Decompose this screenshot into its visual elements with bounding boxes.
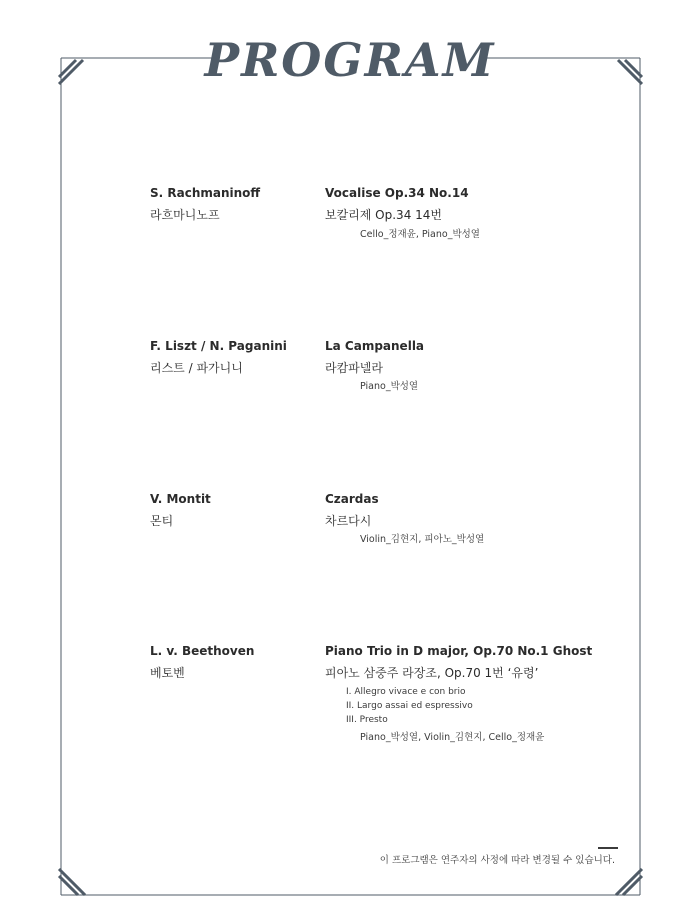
composer-name-en: V. Montit bbox=[150, 492, 211, 506]
corner-ornament-bottom-right bbox=[616, 869, 642, 895]
piece-title-en: Vocalise Op.34 No.14 bbox=[325, 186, 469, 200]
piece-title-ko: 라캄파넬라 bbox=[325, 361, 383, 375]
page-title: PROGRAM bbox=[204, 33, 496, 87]
composer-name-en: S. Rachmaninoff bbox=[150, 186, 261, 200]
piece-title-ko: 차르다시 bbox=[325, 514, 372, 528]
composer-name-ko: 베토벤 bbox=[150, 666, 185, 680]
piece-title-en: La Campanella bbox=[325, 339, 425, 353]
composer-name-ko: 리스트 / 파가니니 bbox=[150, 361, 243, 375]
footer-note: 이 프로그램은 연주자의 사정에 따라 변경될 수 있습니다. bbox=[379, 855, 615, 866]
composer-name-en: F. Liszt / N. Paganini bbox=[150, 339, 287, 353]
piece-title-ko: 보칼리제 Op.34 14번 bbox=[325, 208, 443, 222]
piece-title-ko: 피아노 삼중주 라장조, Op.70 1번 ‘유령’ bbox=[325, 666, 539, 680]
composer-name-ko: 라흐마니노프 bbox=[150, 208, 220, 222]
piece-title-en: Czardas bbox=[325, 492, 379, 506]
performers: Piano_박성열, Violin_김현지, Cello_정재윤 bbox=[360, 732, 545, 743]
performers: Piano_박성열 bbox=[360, 381, 419, 392]
composer-name-en: L. v. Beethoven bbox=[150, 644, 255, 658]
performers: Violin_김현지, 피아노_박성열 bbox=[360, 534, 485, 545]
piece-title-en: Piano Trio in D major, Op.70 No.1 Ghost bbox=[325, 644, 593, 658]
corner-ornament-bottom-left bbox=[59, 869, 85, 895]
performers: Cello_정재윤, Piano_박성열 bbox=[360, 229, 480, 240]
composer-name-ko: 몬티 bbox=[150, 514, 174, 528]
movement-item: III. Presto bbox=[346, 715, 388, 725]
movement-item: II. Largo assai ed espressivo bbox=[346, 701, 473, 711]
footer-dash bbox=[598, 847, 618, 849]
movement-item: I. Allegro vivace e con brio bbox=[346, 687, 466, 697]
